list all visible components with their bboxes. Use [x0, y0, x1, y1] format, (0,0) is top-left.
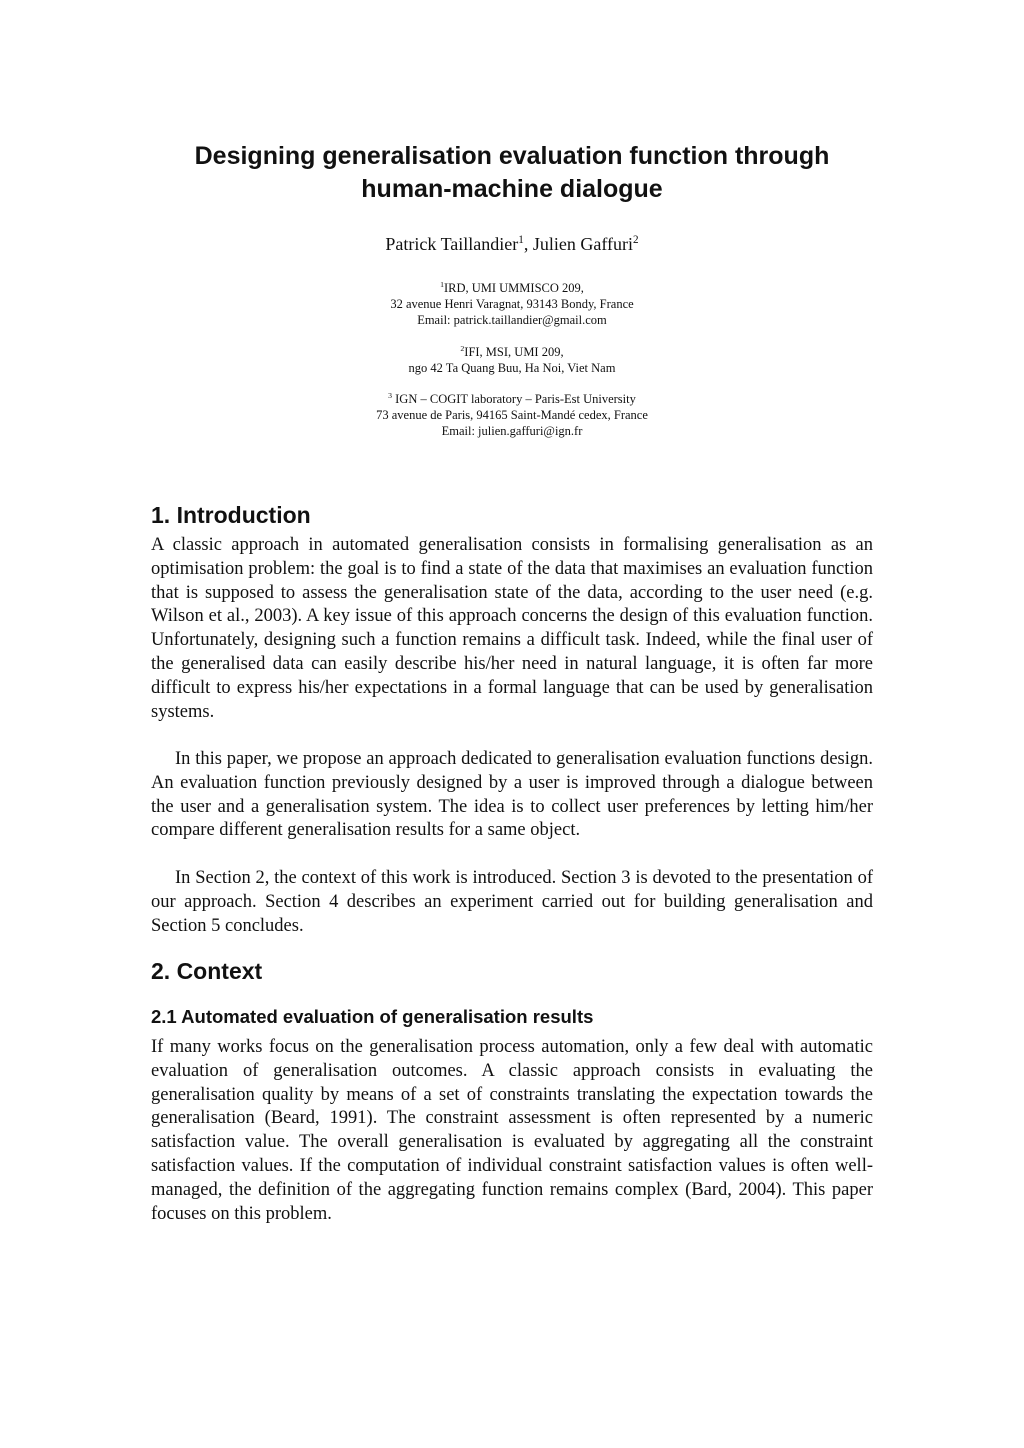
affiliation-3-line-2: 73 avenue de Paris, 94165 Saint-Mandé cedex, France	[376, 408, 648, 422]
introduction-paragraph-2: In this paper, we propose an approach dedicated to generalisation evaluation functions design. An evaluation function previously designed by a user is improved through a dialogue between the user and a generalisation system. The idea is to collect user preferences by letting him/her compare different generalisation results for a same object.	[151, 749, 873, 841]
affiliation-2-line-2: ngo 42 Ta Quang Buu, Ha Noi, Viet Nam	[408, 361, 616, 375]
affiliation-3	[151, 391, 873, 439]
affiliation-1-line-1: IRD, UMI UMMISCO 209,	[443, 281, 584, 295]
affiliation-1	[151, 280, 873, 328]
author-2-name: Julien Gaffuri	[532, 234, 634, 254]
author-1-affiliation-mark: 1	[518, 234, 524, 246]
introduction-paragraph-1: A classic approach in automated generalisation consists in formalising generalisation as an optimisation problem: the goal is to find a state of the data that maximises an evaluation function that is supposed to assess the generalisation state of the data, according to the user need (e.g. Wilson et al., 2003). A key issue of this approach concerns the design of this evaluation function. Unfortunately, designing such a function remains a difficult task. Indeed, while the final user of the generalised data can easily describe his/her need in natural language, it is often far more difficult to express his/her expectations in a formal language that can be used by generalisation systems.	[151, 535, 873, 722]
title-line-2: human-machine dialogue	[361, 175, 663, 203]
section-heading-introduction: 1. Introduction	[151, 502, 311, 528]
author-2-affiliation-mark: 2	[633, 234, 639, 246]
affiliation-3-email: Email: julien.gaffuri@ign.fr	[441, 424, 583, 438]
introduction-paragraph-3: In Section 2, the context of this work is introduced. Section 3 is devoted to the presentation of our approach. Section 4 describes an experiment carried out for building generalisation and Section 5 concludes.	[151, 868, 873, 936]
section-heading-context: 2. Context	[151, 958, 263, 984]
affiliation-1-email: Email: patrick.taillandier@gmail.com	[417, 313, 607, 327]
title-line-1: Designing generalisation evaluation function through	[194, 142, 830, 170]
context-paragraph-1: If many works focus on the generalisation process automation, only a few deal with automatic evaluation of generalisation outcomes. A classic approach consists in evaluating the generalisation quality by means of a set of constraints translating the expectation towards the generalisation (Beard, 1991). The constraint assessment is often represented by a numeric satisfaction value. The overall generalisation is evaluated by aggregating all the constraint satisfaction values. If the computation of individual constraint satisfaction values is often well-managed, the definition of the aggregating function remains complex (Bard, 2004). This paper focuses on this problem.	[151, 1037, 873, 1224]
affiliation-3-line-1: IGN – COGIT laboratory – Paris-Est University	[392, 392, 636, 406]
affiliation-2-line-1: IFI, MSI, UMI 209,	[464, 345, 564, 359]
author-separator: ,	[523, 234, 533, 254]
subsection-heading-automated-evaluation: 2.1 Automated evaluation of generalisation results	[151, 1006, 594, 1027]
affiliation-1-line-2: 32 avenue Henri Varagnat, 93143 Bondy, France	[390, 297, 634, 311]
affiliation-2-mark: 2	[460, 343, 465, 353]
paper-title	[151, 140, 873, 206]
affiliation-1-mark: 1	[440, 279, 444, 289]
affiliation-2	[151, 344, 873, 376]
author-list	[151, 232, 873, 256]
author-1-name: Patrick Taillandier	[385, 234, 519, 254]
affiliation-3-mark: 3	[388, 390, 393, 400]
